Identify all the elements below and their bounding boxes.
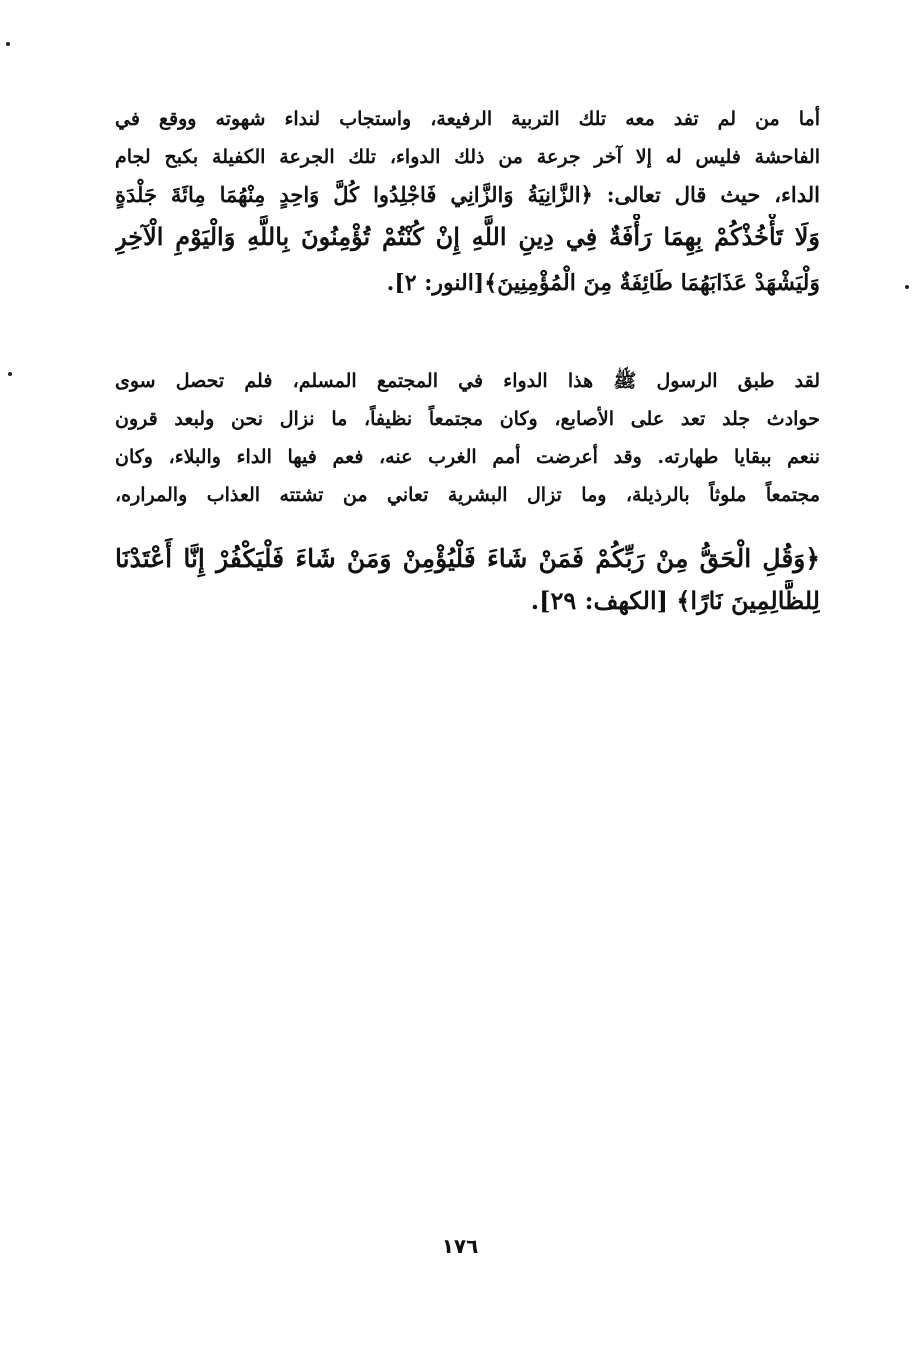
page-number: ١٧٦	[441, 1234, 479, 1258]
text-line: ننعم ببقايا طهارته. وقد أعرضت أمم الغرب عنه، فعم فيها الداء والبلاء، وكان	[115, 446, 820, 468]
verse-block	[115, 538, 820, 622]
text-line: الفاحشة فليس له إلا آخر جرعة من ذلك الدواء، تلك الجرعة الكفيلة بكبح لجام	[115, 146, 820, 168]
verse-line: لِلظَّالِمِينَ نَارًا﴾ [الكهف: ٢٩].	[530, 586, 820, 615]
verse-line: وَلَا تَأْخُذْكُمْ بِهِمَا رَأْفَةٌ فِي دِينِ اللَّهِ إِنْ كُنْتُمْ تُؤْمِنُونَ بِاللَّهِ وَالْيَوْمِ الْآخِرِ	[115, 222, 820, 251]
text-line: أما من لم تفد معه تلك التربية الرفيعة، واستجاب لنداء شهوته ووقع في	[115, 108, 820, 130]
verse-line: ﴿وَقُلِ الْحَقُّ مِنْ رَبِّكُمْ فَمَنْ شَاءَ فَلْيُؤْمِنْ وَمَنْ شَاءَ فَلْيَكْفُرْ إِنَّا أَعْتَدْنَا	[115, 544, 820, 573]
scan-mark	[8, 372, 12, 376]
scan-mark	[905, 285, 909, 289]
text-line: حوادث جلد تعد على الأصابع، وكان مجتمعاً نظيفاً، ما نزال نحن ولبعد قرون	[115, 408, 820, 430]
scan-mark	[6, 42, 10, 46]
text-line: الداء، حيث قال تعالى: ﴿الزَّانِيَةُ وَالزَّانِي فَاجْلِدُوا كُلَّ وَاحِدٍ مِنْهُمَا مِائَةَ جَلْدَةٍ	[115, 182, 820, 207]
text-line: مجتمعاً ملوثاً بالرذيلة، وما تزال البشرية تعاني من تشتته العذاب والمراره،	[115, 484, 820, 506]
paragraph-1	[115, 100, 820, 306]
verse-line: وَلْيَشْهَدْ عَذَابَهُمَا طَائِفَةٌ مِنَ الْمُؤْمِنِينَ﴾[النور: ٢].	[386, 270, 820, 296]
paragraph-2	[115, 362, 820, 514]
text-line: لقد طبق الرسول ﷺ هذا الدواء في المجتمع المسلم، فلم تحصل سوى	[115, 370, 820, 392]
